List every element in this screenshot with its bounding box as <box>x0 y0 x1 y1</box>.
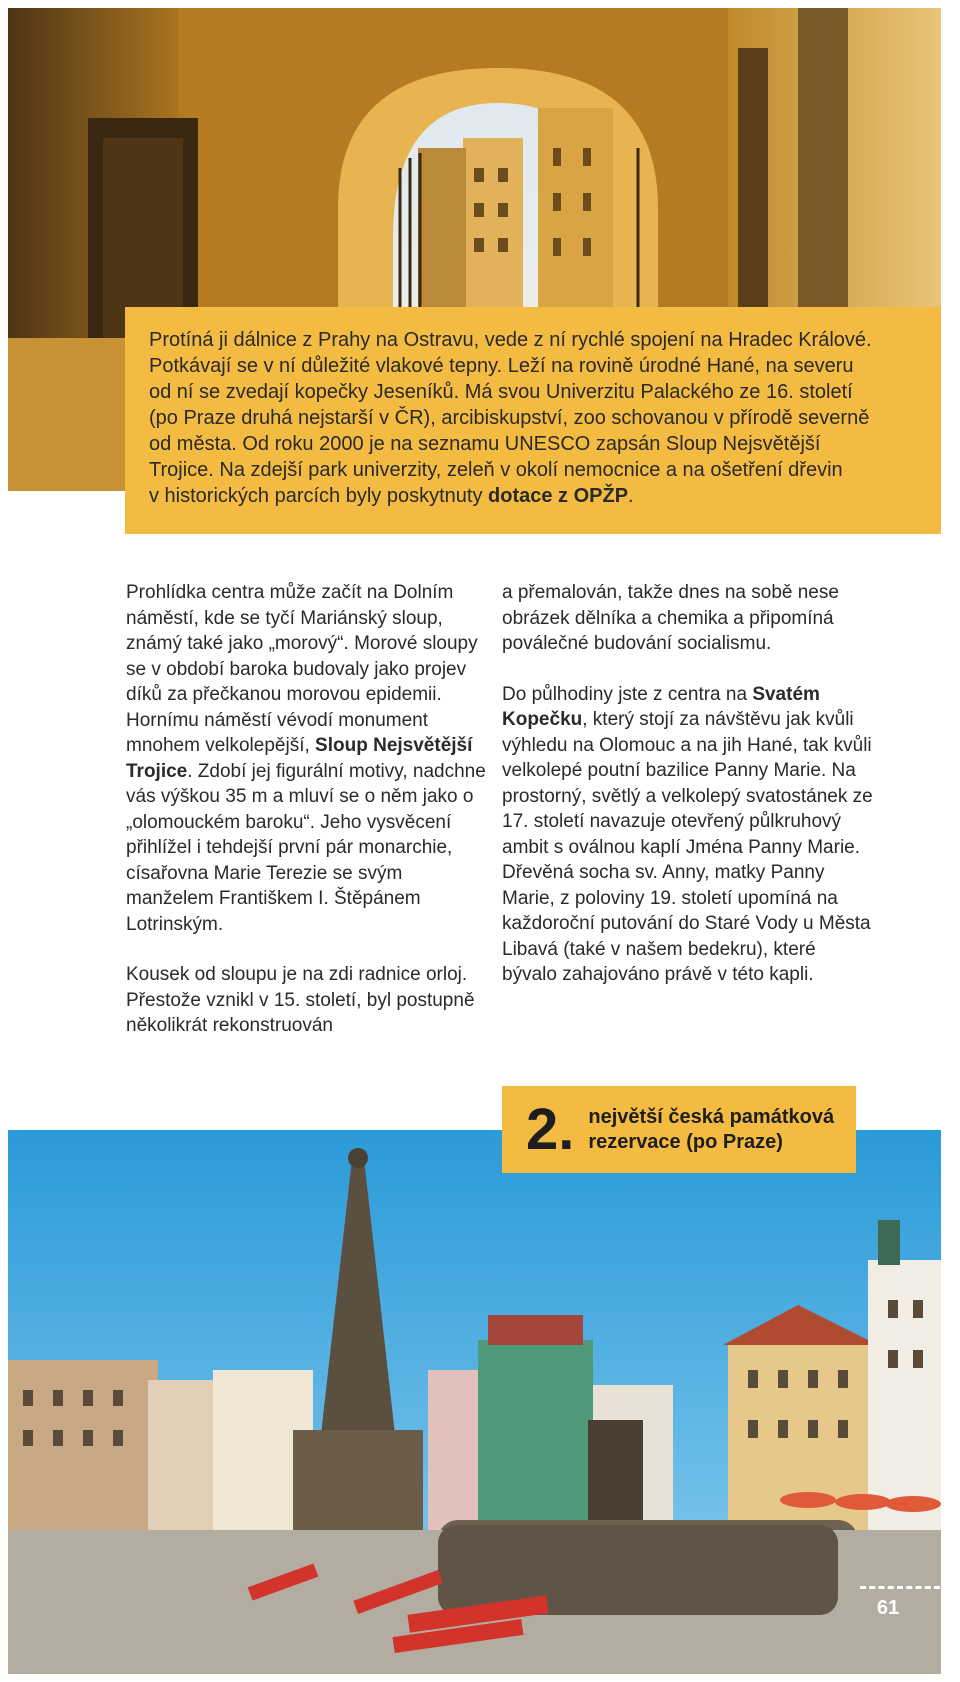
left-p1-text-end: . Zdobí jej figurální motivy, nadchne vás výškou 35 m a mluví se o něm jako o „olomouckém baroku“. Jeho vysvěcení přihlížel i tehdejší první pár monarchie, císařovna Marie Terezie se svým manželem Františkem I. Štěpánem Lotrinským. <box>126 760 486 935</box>
intro-line: Potkávají se v ní důležité vlakové tepny. Leží na rovině úrodné Hané, na severu <box>149 355 854 377</box>
fact-line-2: rezervace (po Praze) <box>588 1130 783 1153</box>
intro-highlight: dotace z OPŽP <box>488 485 629 507</box>
fact-line-1: největší česká památková <box>588 1105 835 1128</box>
right-p2-text-end: , který stojí za návštěvu jak kvůli výhledu na Olomouc a na jih Hané, tak kvůli velkolepé poutní bazilice Panny Marie. Na prostorný, světlý a velkolepý svatostánek ze 17. století navazuje otevřený půlkruhový ambit s oválnou kaplí Jména Panny Marie. Dřevěná socha sv. Anny, matky Panny Marie, z poloviny 19. století upomíná na každoroční putování do Staré Vody u Města Libavá (také v našem bedekru), které bývalo zahajováno právě v této kapli. <box>502 709 873 985</box>
right-column <box>502 580 874 1013</box>
left-p1-text: Prohlídka centra může začít na Dolním náměstí, kde se tyčí Mariánský sloup, známý také jako „morový“. Morové sloupy se v období baroka budovaly jako projev díků za přečkanou morovou epidemii. Hornímu náměstí vévodí monument mnohem velkolepější, <box>126 582 478 756</box>
intro-line: Trojice. Na zdejší park univerzity, zeleň v okolí nemocnice a na ošetření dřevin <box>149 459 843 481</box>
intro-text <box>149 327 917 509</box>
left-column <box>126 580 486 1064</box>
intro-end: . <box>628 485 634 507</box>
fact-number: 2. <box>526 1096 575 1162</box>
intro-line: v historických parcích byly poskytnuty <box>149 485 489 507</box>
intro-line: Protíná ji dálnice z Prahy na Ostravu, vede z ní rychlé spojení na Hradec Králové. <box>149 329 872 351</box>
intro-line: (po Praze druhá nejstarší v ČR), arcibiskupství, zoo schovanou v přírodě severně <box>149 407 870 429</box>
intro-line: od města. Od roku 2000 je na seznamu UNESCO zapsán Sloup Nejsvětější <box>149 433 821 455</box>
intro-line: od ní se zvedají kopečky Jeseníků. Má svou Univerzitu Palackého ze 16. století <box>149 381 853 403</box>
left-paragraph-1 <box>126 580 486 937</box>
page-number-dash <box>860 1586 940 1589</box>
intro-box <box>125 307 941 534</box>
fact-text <box>588 1105 834 1155</box>
right-p2-text: Do půlhodiny jste z centra na <box>502 683 753 705</box>
square-photo <box>8 1130 941 1674</box>
left-paragraph-2: Kousek od sloupu je na zdi radnice orloj. Přestože vznikl v 15. století, byl postupně několikrát rekonstruován <box>126 964 475 1036</box>
fact-box <box>502 1086 856 1173</box>
left-p1-bold: Sloup Nejsvětější Trojice <box>126 735 473 782</box>
page-number: 61 <box>876 1597 900 1619</box>
right-paragraph-2 <box>502 682 874 988</box>
right-paragraph-1: a přemalován, takže dnes na sobě nese obrázek dělníka a chemika a připomíná poválečné budování socialismu. <box>502 582 839 654</box>
right-p2-bold: Svatém Kopečku <box>502 683 820 730</box>
